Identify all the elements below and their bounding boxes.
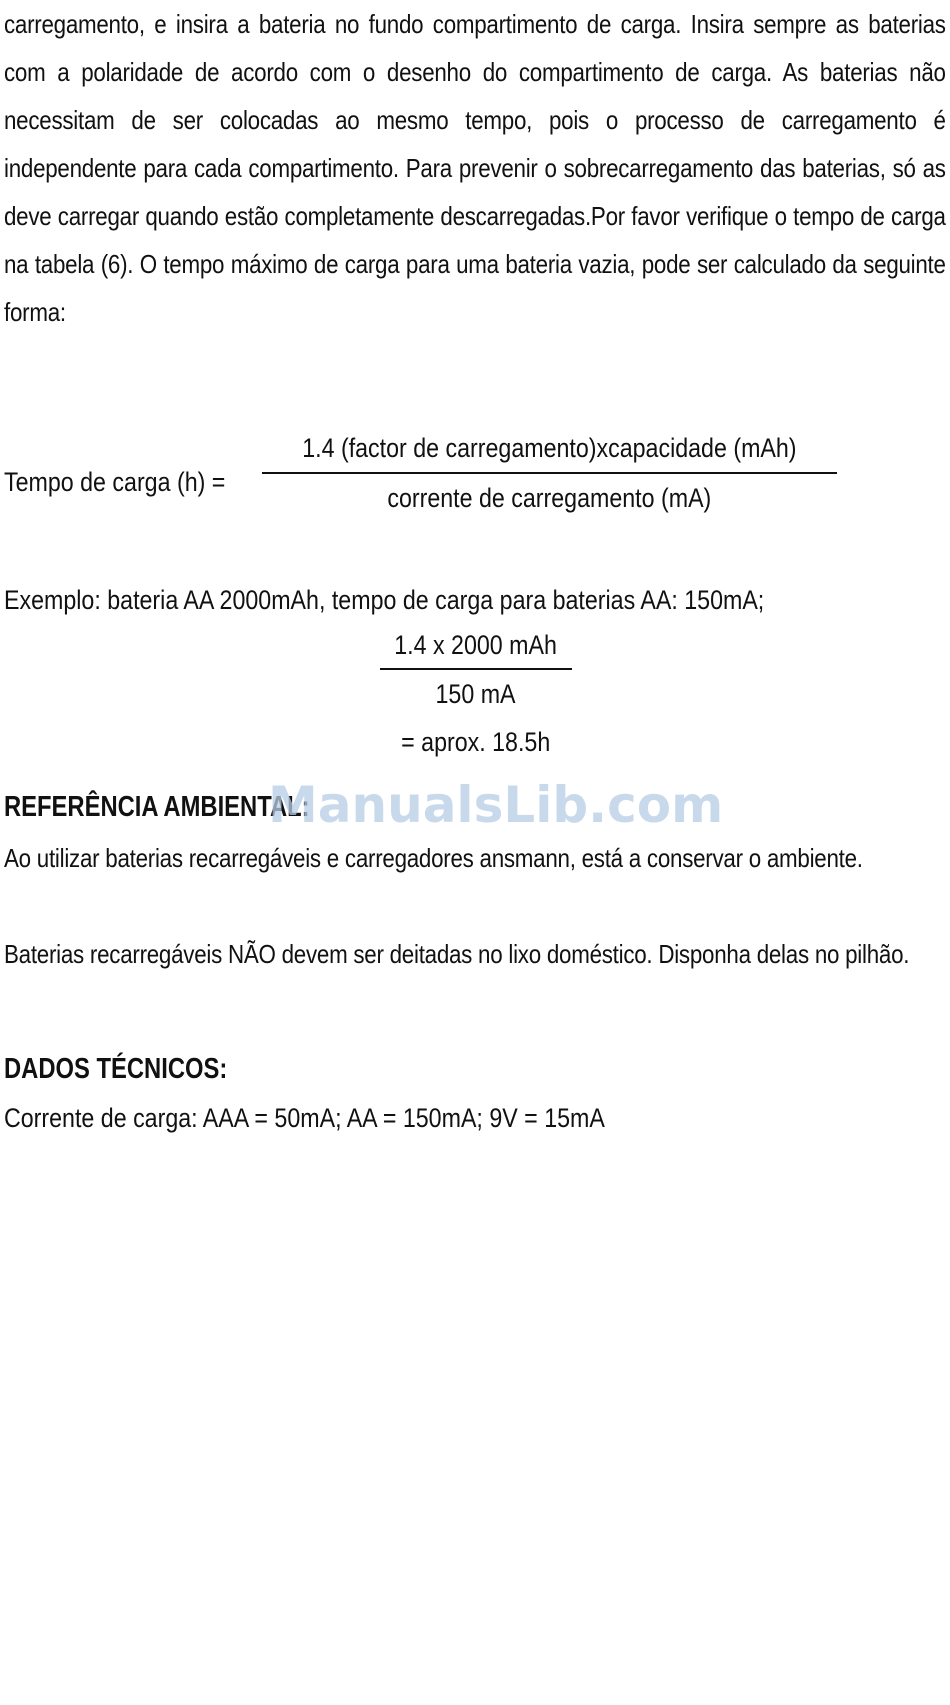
example-calculation (380, 624, 572, 714)
environment-heading: REFERÊNCIA AMBIENTAL: (4, 791, 310, 823)
technical-heading: DADOS TÉCNICOS: (4, 1053, 228, 1085)
example-denominator: 150 mA (435, 679, 517, 709)
charge-time-formula (262, 426, 837, 518)
example-text: Exemplo: bateria AA 2000mAh, tempo de carga para baterias AA: 150mA; (4, 585, 765, 615)
formula-numerator: 1.4 (factor de carregamento)xcapacidade (mAh) (302, 433, 797, 463)
example-numerator: 1.4 x 2000 mAh (394, 630, 558, 660)
formula-denominator: corrente de carregamento (mA) (387, 483, 712, 513)
example-result-text: = aprox. 18.5h (401, 727, 551, 757)
charge-current-spec: Corrente de carga: AAA = 50mA; AA = 150mA; 9V = 15mA (4, 1103, 605, 1133)
example-fraction-bar (380, 668, 572, 670)
formula-label: Tempo de carga (h) = (4, 467, 226, 497)
charging-instructions-paragraph: carregamento, e insira a bateria no fundo compartimento de carga. Insira sempre as baterias com a polaridade de acordo com o desenho do compartimento de carga. As baterias não necessitam de ser colocadas ao mesmo tempo, pois o processo de carregamento é independente para cada compartimento. Para prevenir o sobrecarregamento das baterias, só as deve carregar quando estão completamente descarregadas.Por favor verifique o tempo de carga na tabela (6). O tempo máximo de carga para uma bateria vazia, pode ser calculado da seguinte forma: (4, 9, 946, 327)
fraction-bar (262, 472, 837, 474)
environment-paragraph-2: Baterias recarregáveis NÃO devem ser deitadas no lixo doméstico. Disponha delas no pilhão. (4, 939, 910, 969)
example-result (380, 718, 572, 766)
environment-paragraph-1: Ao utilizar baterias recarregáveis e carregadores ansmann, está a conservar o ambiente. (4, 843, 863, 873)
watermark: ManualsLib.com (268, 776, 724, 834)
